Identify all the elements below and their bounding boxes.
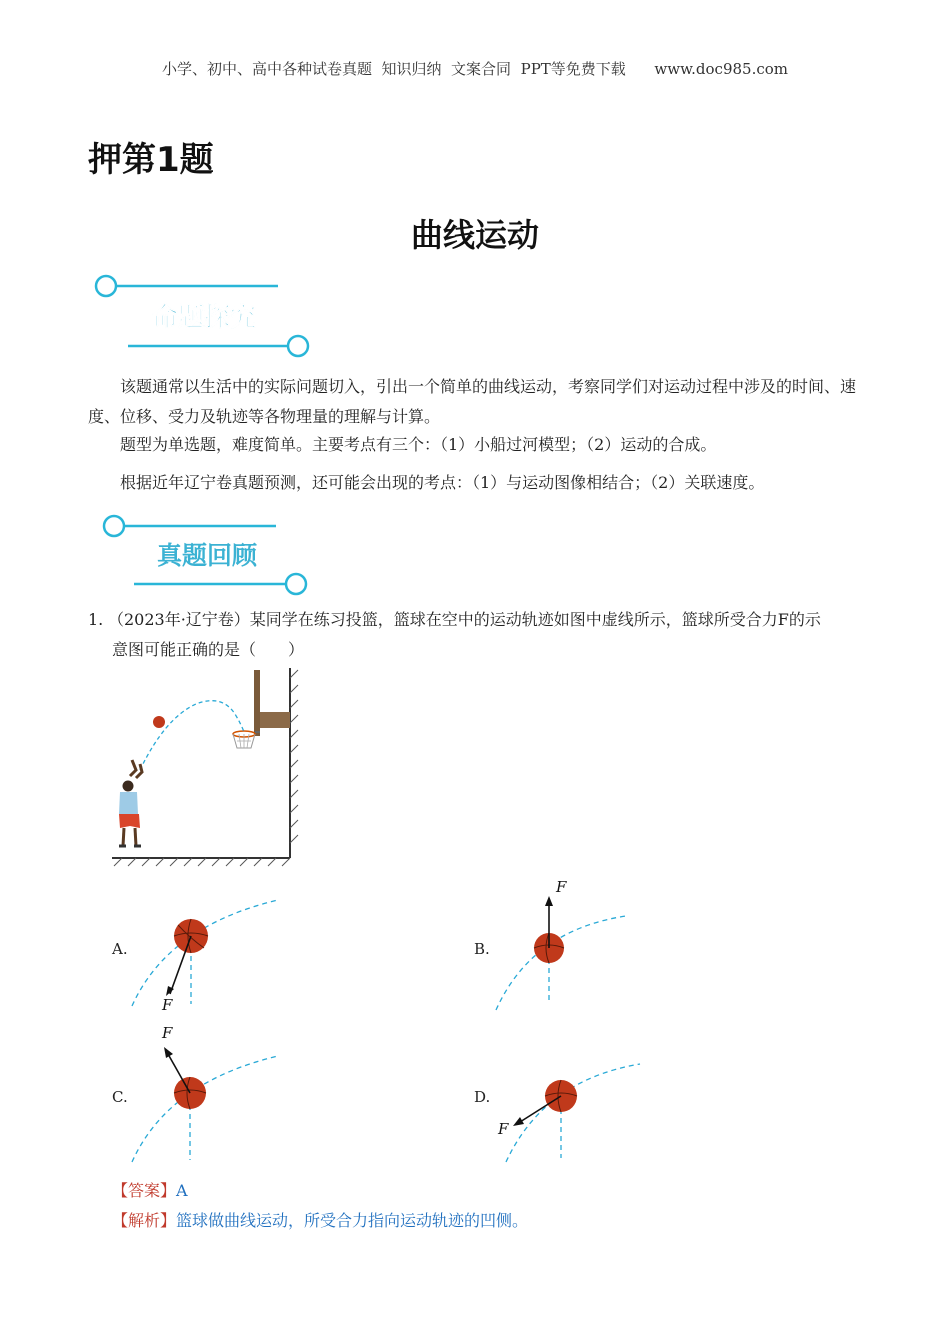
backboard-bracket — [260, 712, 290, 728]
analysis-line — [112, 1208, 528, 1231]
ball-trajectory — [140, 701, 244, 770]
option-a-diagram — [128, 896, 288, 1016]
force-label: F — [162, 1024, 173, 1042]
backboard — [254, 670, 260, 736]
option-c-label: C. — [112, 1088, 128, 1106]
force-label: F — [162, 996, 173, 1014]
banner-circle-icon — [288, 336, 308, 356]
trajectory-curve — [132, 1056, 278, 1162]
intro-paragraph-1: 该题通常以生活中的实际问题切入，引出一个简单的曲线运动，考察同学们对运动过程中涉及的时间、速度、位移、受力及轨迹等各物理量的理解与计算。 — [88, 377, 857, 426]
analysis-text: 篮球做曲线运动，所受合力指向运动轨迹的凹侧。 — [176, 1211, 529, 1230]
arrow-head-icon — [513, 1117, 524, 1126]
basketball-scene-figure — [110, 668, 300, 872]
option-c-diagram — [128, 1020, 288, 1168]
arrow-head-icon — [164, 1047, 173, 1058]
banner-label: 命题探究 — [151, 303, 257, 333]
intro-paragraph-3: 根据近年辽宁卷真题预测，还可能会出现的考点：（1）与运动图像相结合；（2）关联速度。 — [120, 473, 765, 492]
page-header — [0, 58, 950, 79]
trajectory-curve — [132, 900, 278, 1006]
banner-circle-icon — [104, 516, 124, 536]
option-d-label: D. — [474, 1088, 491, 1106]
trajectory-curve — [506, 1064, 640, 1162]
basketball — [153, 716, 165, 728]
player-figure — [119, 760, 142, 846]
section-subtitle: 曲线运动 — [410, 216, 539, 254]
option-d-diagram — [494, 1060, 644, 1164]
wall-hatching — [290, 670, 298, 843]
header-left-text: 小学、初中、高中各种试卷真题 知识归纳 文案合同 PPT等免费下载 — [161, 60, 626, 78]
banner-label: 真题回顾 — [156, 541, 258, 570]
question-stem-line-1: （2023年·辽宁卷）某同学在练习投篮，篮球在空中的运动轨迹如图中虚线所示，篮球所受合力F的示 — [108, 610, 821, 629]
question-stem-line-2: 意图可能正确的是（ ） — [112, 640, 305, 659]
floor-hatching — [114, 858, 290, 866]
answer-value: A — [176, 1181, 188, 1200]
option-a-label: A. — [112, 940, 128, 958]
answer-line — [112, 1178, 188, 1201]
banner-circle-icon — [96, 276, 116, 296]
analysis-tag: 【解析】 — [112, 1211, 177, 1230]
header-url[interactable]: www.doc985.com — [654, 60, 788, 78]
question-number: 1. — [88, 610, 104, 629]
answer-tag: 【答案】 — [112, 1181, 177, 1200]
option-b-diagram — [492, 876, 632, 1016]
trajectory-curve — [496, 916, 626, 1010]
force-label: F — [556, 878, 567, 896]
arrow-head-icon — [545, 896, 553, 906]
banner-proposition — [90, 266, 322, 362]
intro-paragraph-2: 题型为单选题，难度简单。主要考点有三个：（1）小船过河模型；（2）运动的合成。 — [120, 435, 717, 454]
option-b-label: B. — [474, 940, 490, 958]
banner-review — [94, 508, 326, 600]
page-title: 押第1题 — [88, 140, 214, 180]
force-label: F — [498, 1120, 509, 1138]
banner-circle-icon — [286, 574, 306, 594]
